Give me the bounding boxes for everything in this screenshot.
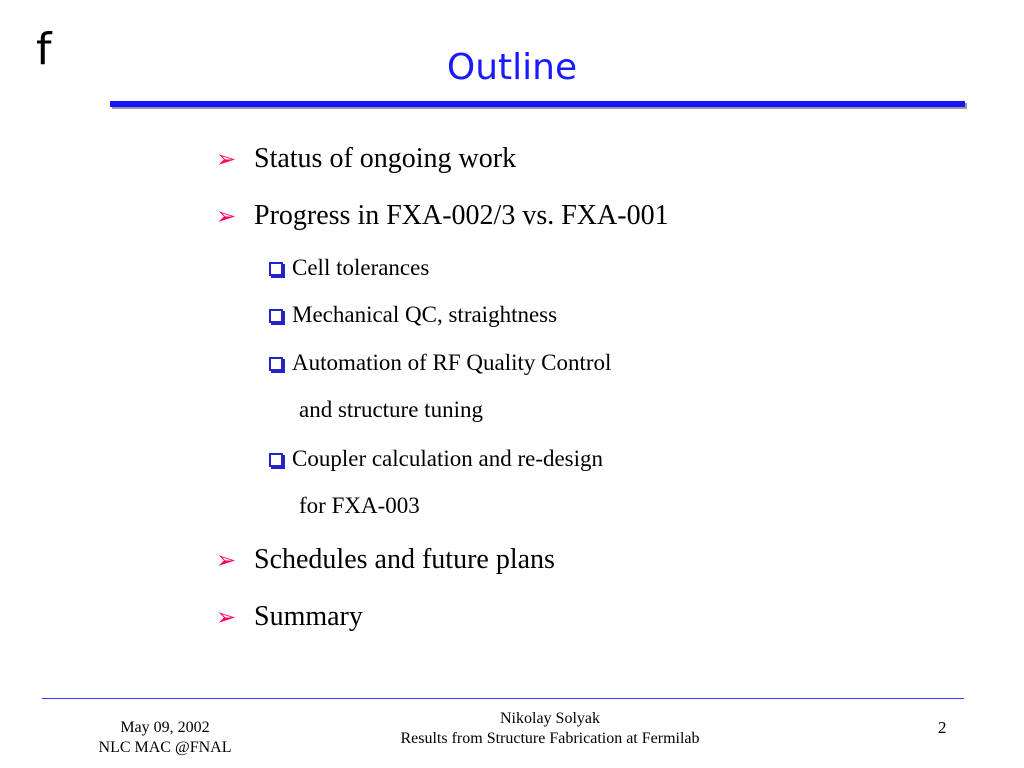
bullet-item [216,200,669,232]
footer-date-venue [60,718,270,758]
sub-bullet-text: for FXA-003 [299,493,420,518]
bullet-text: Progress in FXA-002/3 vs. FXA-001 [254,200,669,231]
sub-bullet-item [269,255,429,281]
checkbox-bullet-icon [269,453,283,467]
sub-bullet-text: Cell tolerances [292,255,430,280]
footer-divider [42,698,964,699]
sub-bullet-text: and structure tuning [299,397,483,422]
checkbox-bullet-icon [269,357,283,371]
sub-bullet-text: Coupler calculation and re-design [292,446,604,471]
footer-author-title [300,709,800,749]
bullet-text: Status of ongoing work [254,143,517,174]
sub-bullet-text: Automation of RF Quality Control [292,350,612,375]
bullet-text: Schedules and future plans [254,544,555,575]
page-number: 2 [938,718,947,737]
sub-bullet-item [269,350,611,376]
footer-talk-title: Results from Structure Fabrication at Fermilab [400,730,700,747]
arrow-bullet-icon: ➢ [216,603,237,631]
slide-title: Outline [446,47,578,88]
arrow-bullet-icon: ➢ [216,546,237,574]
checkbox-bullet-icon [269,309,283,323]
sub-bullet-item [269,446,603,472]
bullet-item [216,143,516,175]
arrow-bullet-icon: ➢ [216,145,237,173]
sub-bullet-text: Mechanical QC, straightness [292,302,558,327]
bullet-text: Summary [254,601,363,632]
checkbox-bullet-icon [269,262,283,276]
fermilab-logo: f [36,24,52,75]
sub-bullet-continuation [299,397,483,423]
sub-bullet-item [269,302,557,328]
footer-date: May 09, 2002 [120,719,210,736]
footer-author: Nikolay Solyak [500,710,600,727]
bullet-item [216,601,363,633]
arrow-bullet-icon: ➢ [216,202,237,230]
sub-bullet-continuation [299,493,420,519]
bullet-item [216,544,555,576]
footer-venue: NLC MAC @FNAL [98,739,232,756]
